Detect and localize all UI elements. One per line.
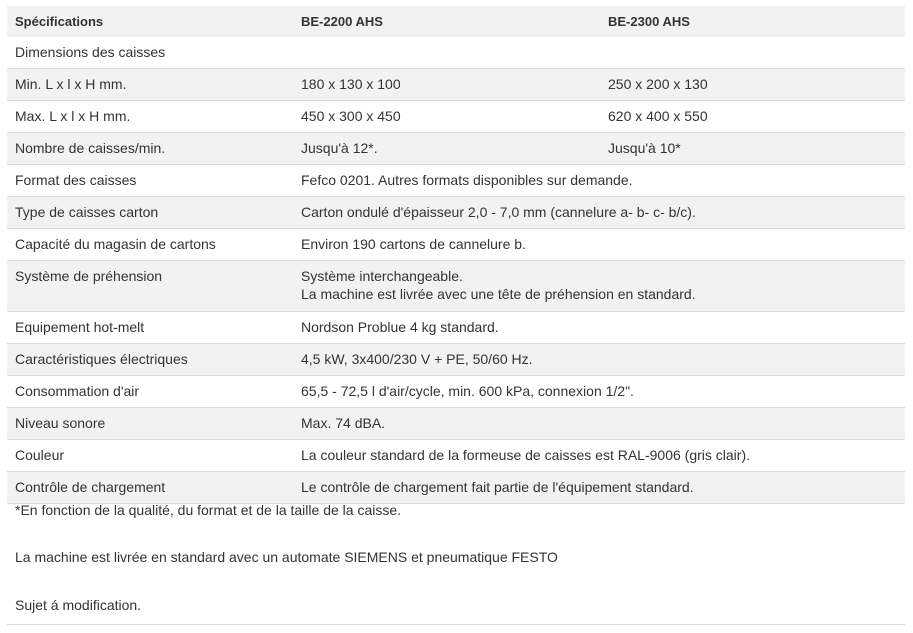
row-label: Couleur (7, 440, 293, 472)
row-label: Equipement hot-melt (7, 312, 293, 344)
row-label: Contrôle de chargement (7, 472, 293, 504)
value-be-2300: 250 x 200 x 130 (600, 69, 905, 101)
table-row (7, 37, 905, 69)
table-row (7, 165, 905, 197)
row-value: Environ 190 cartons de cannelure b. (293, 229, 905, 261)
value-be-2200: 450 x 300 x 450 (293, 101, 600, 133)
footnote: *En fonction de la qualité, du format et de la taille de la caisse. (15, 502, 402, 518)
row-value: Nordson Problue 4 kg standard. (293, 312, 905, 344)
row-value-line: Système interchangeable. (301, 268, 463, 284)
table-row (7, 312, 905, 344)
row-label: Format des caisses (7, 165, 293, 197)
row-value (293, 261, 905, 312)
disclaimer-note: Sujet á modification. (15, 597, 142, 613)
row-label: Min. L x l x H mm. (7, 69, 293, 101)
header-model-be-2300: BE-2300 AHS (600, 6, 905, 37)
table-row (7, 440, 905, 472)
table-row (7, 261, 905, 312)
row-label: Dimensions des caisses (15, 44, 166, 60)
row-value: La couleur standard de la formeuse de caisses est RAL-9006 (gris clair). (293, 440, 905, 472)
value-be-2200: 180 x 130 x 100 (293, 69, 600, 101)
table-row (7, 229, 905, 261)
row-label: Type de caisses carton (7, 197, 293, 229)
header-model-be-2200: BE-2200 AHS (293, 6, 600, 37)
table-header-row (7, 6, 905, 37)
row-value: Carton ondulé d'épaisseur 2,0 - 7,0 mm (cannelure a- b- c- b/c). (293, 197, 905, 229)
table-row (7, 376, 905, 408)
table-row (7, 69, 905, 101)
row-label: Caractéristiques électriques (7, 344, 293, 376)
row-label: Capacité du magasin de cartons (7, 229, 293, 261)
table-row (7, 344, 905, 376)
value-be-2200: Jusqu'à 12*. (293, 133, 600, 165)
value-be-2300: Jusqu'à 10* (600, 133, 905, 165)
table-row (7, 472, 905, 504)
table-row (7, 408, 905, 440)
automation-note: La machine est livrée en standard avec un automate SIEMENS et pneumatique FESTO (15, 549, 558, 565)
row-value-line: La machine est livrée avec une tête de préhension en standard. (301, 286, 696, 302)
row-label: Système de préhension (7, 261, 293, 312)
row-label: Niveau sonore (7, 408, 293, 440)
table-row (7, 197, 905, 229)
row-label: Max. L x l x H mm. (7, 101, 293, 133)
row-value: Le contrôle de chargement fait partie de l'équipement standard. (293, 472, 905, 504)
bottom-divider (7, 624, 905, 625)
row-value: 4,5 kW, 3x400/230 V + PE, 50/60 Hz. (293, 344, 905, 376)
table-row (7, 101, 905, 133)
row-value: Fefco 0201. Autres formats disponibles sur demande. (293, 165, 905, 197)
specifications-table (7, 6, 905, 504)
table-row (7, 133, 905, 165)
value-be-2300: 620 x 400 x 550 (600, 101, 905, 133)
row-value: Max. 74 dBA. (293, 408, 905, 440)
row-label: Nombre de caisses/min. (7, 133, 293, 165)
header-specifications: Spécifications (7, 6, 293, 37)
row-value: 65,5 - 72,5 l d'air/cycle, min. 600 kPa, connexion 1/2". (293, 376, 905, 408)
row-label: Consommation d'air (7, 376, 293, 408)
